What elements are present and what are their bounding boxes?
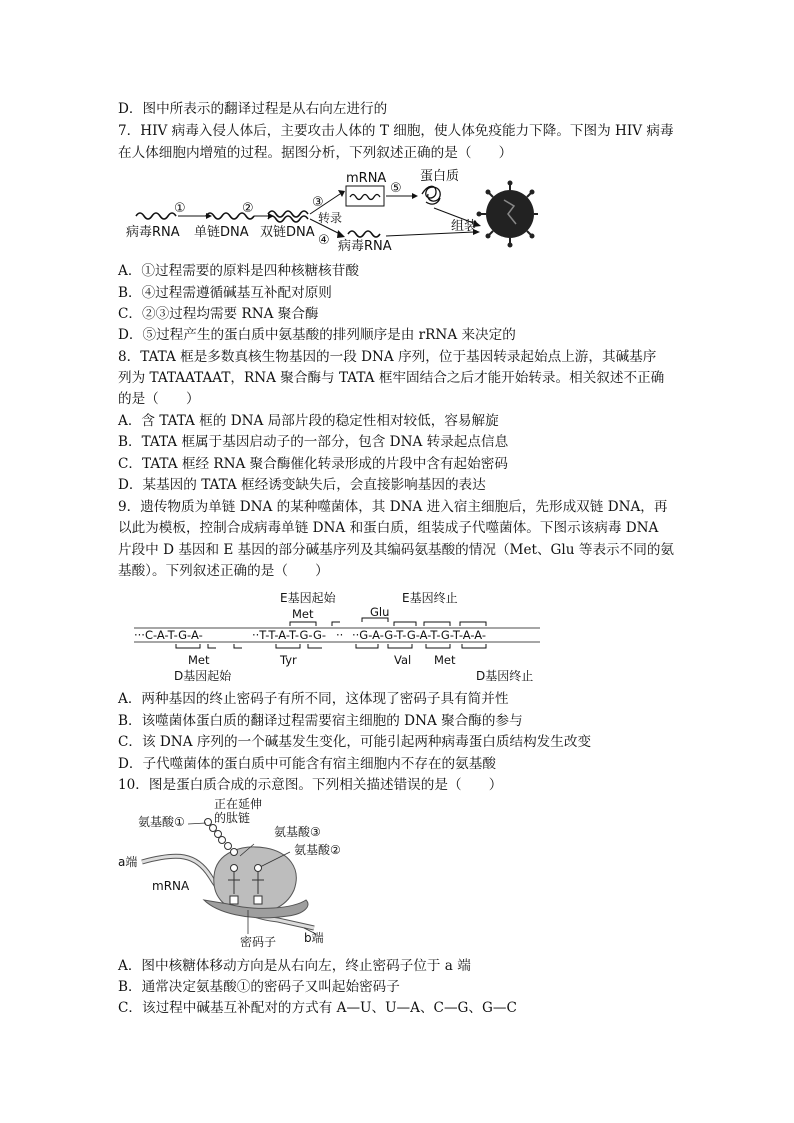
growing-chain-label-2: 的肽链 bbox=[214, 811, 251, 825]
q7-option-b: B．④过程需遵循碱基互补配对原则 bbox=[118, 285, 332, 301]
q8-stem-line2: 列为 TATAATAAT，RNA 聚合酶与 TATA 框牢固结合之后才能开始转录。相关叙述不正确 bbox=[118, 370, 665, 386]
q9-option-b: B．该噬菌体蛋白质的翻译过程需要宿主细胞的 DNA 聚合酶的参与 bbox=[118, 713, 523, 729]
met-bottom-2-label: Met bbox=[434, 653, 456, 667]
met-top-label: Met bbox=[292, 607, 314, 621]
e-gene-end-label: E基因终止 bbox=[402, 591, 458, 605]
protein-icon bbox=[422, 186, 440, 204]
q8-option-c: C．TATA 框经 RNA 聚合酶催化转录形成的片段中含有起始密码 bbox=[118, 456, 508, 472]
d-gene-end-label: D基因终止 bbox=[476, 669, 534, 683]
amino-acid-2-label: 氨基酸② bbox=[294, 843, 341, 857]
q9-stem-line3: 片段中 D 基因和 E 基因的部分碱基序列及其编码氨基酸的情况（Met、Glu 等表示不同的氨 bbox=[118, 542, 675, 558]
amino-acid-1-label: 氨基酸① bbox=[138, 815, 185, 829]
seq-part-2: ··T-T-A-T-G-G- bbox=[252, 628, 327, 642]
step-1-label: ① bbox=[174, 201, 186, 216]
hiv-virus-icon bbox=[477, 181, 539, 248]
mrna-label: mRNA bbox=[152, 879, 190, 893]
seq-part-1: ···C-A-T-G-A- bbox=[134, 628, 203, 642]
q9-option-c: C．该 DNA 序列的一个碱基发生变化，可能引起两种病毒蛋白质结构发生改变 bbox=[118, 734, 592, 750]
q6-option-d: D．图中所表示的翻译过程是从右向左进行的 bbox=[118, 101, 388, 117]
seq-part-3: ··G-A-G-T-G-A-T-G-T-A-A- bbox=[352, 628, 487, 642]
step-2-label: ② bbox=[242, 201, 254, 216]
virus-rna-label: 病毒RNA bbox=[126, 225, 180, 240]
q8-option-b: B．TATA 框属于基因启动子的一部分，包含 DNA 转录起点信息 bbox=[118, 434, 509, 450]
q7-stem-line2: 在人体细胞内增殖的过程。据图分析，下列叙述正确的是（ ） bbox=[118, 145, 513, 161]
q10-stem: 10．图是蛋白质合成的示意图。下列相关描述错误的是（ ） bbox=[118, 777, 503, 793]
growing-chain-label-1: 正在延伸 bbox=[214, 797, 263, 811]
q10-option-b: B．通常决定氨基酸①的密码子又叫起始密码子 bbox=[118, 979, 400, 995]
hiv-replication-figure bbox=[118, 164, 538, 260]
step-3-label: ③ bbox=[312, 195, 324, 210]
a-end-label: a端 bbox=[118, 855, 138, 869]
ds-dna-label: 双链DNA bbox=[260, 225, 315, 240]
q7-option-c: C．②③过程均需要 RNA 聚合酶 bbox=[118, 306, 319, 322]
virus-rna-2-label: 病毒RNA bbox=[338, 239, 392, 254]
q9-stem-line2: 以此为模板，控制合成病毒单链 DNA 和蛋白质，组装成子代噬菌体。下图示该病毒 DNA bbox=[118, 520, 659, 536]
val-label: Val bbox=[394, 653, 412, 667]
dna-sequence-figure bbox=[130, 586, 550, 686]
tyr-label: Tyr bbox=[280, 653, 297, 667]
glu-label: Glu bbox=[370, 605, 390, 619]
q10-option-c: C．该过程中碱基互补配对的方式有 A—U、U—A、C—G、G—C bbox=[118, 1000, 517, 1016]
q9-stem-line4: 基酸）。下列叙述正确的是（ ） bbox=[118, 563, 329, 579]
q8-option-a: A．含 TATA 框的 DNA 局部片段的稳定性相对较低，容易解旋 bbox=[118, 413, 499, 429]
assemble-label: 组装 bbox=[451, 219, 478, 234]
q7-option-a: A．①过程需要的原料是四种核糖核苷酸 bbox=[118, 263, 359, 279]
q8-stem-line3: 的是（ ） bbox=[118, 391, 200, 407]
q7-stem-line1: 7．HIV 病毒入侵人体后，主要攻击人体的 T 细胞，使人体免疫能力下降。下图为 HIV 病毒 bbox=[118, 123, 674, 139]
d-gene-start-label: D基因起始 bbox=[174, 669, 232, 683]
q9-option-d: D．子代噬菌体的蛋白质中可能含有宿主细胞内不存在的氨基酸 bbox=[118, 756, 496, 772]
mrna-label: mRNA bbox=[346, 171, 387, 186]
amino-acid-3-label: 氨基酸③ bbox=[274, 825, 321, 839]
seq-part-4: ·· bbox=[336, 628, 344, 642]
met-bottom-1-label: Met bbox=[188, 653, 210, 667]
protein-synthesis-figure bbox=[118, 796, 358, 948]
b-end-label: b端 bbox=[304, 931, 324, 945]
q8-option-d: D．某基因的 TATA 框经诱变缺失后，会直接影响基因的表达 bbox=[118, 477, 486, 493]
step-4-label: ④ bbox=[318, 233, 330, 248]
step-5-label: ⑤ bbox=[390, 181, 402, 196]
q10-option-a: A．图中核糖体移动方向是从右向左，终止密码子位于 a 端 bbox=[118, 958, 471, 974]
codon-label: 密码子 bbox=[240, 935, 277, 948]
protein-label: 蛋白质 bbox=[420, 169, 460, 184]
ss-dna-label: 单链DNA bbox=[194, 225, 249, 240]
q7-option-d: D．⑤过程产生的蛋白质中氨基酸的排列顺序是由 rRNA 来决定的 bbox=[118, 327, 516, 343]
e-gene-start-label: E基因起始 bbox=[280, 591, 336, 605]
q8-stem-line1: 8．TATA 框是多数真核生物基因的一段 DNA 序列，位于基因转录起始点上游，其碱基序 bbox=[118, 349, 657, 365]
q9-option-a: A．两种基因的终止密码子有所不同，这体现了密码子具有简并性 bbox=[118, 691, 509, 707]
q9-stem-line1: 9．遗传物质为单链 DNA 的某种噬菌体，其 DNA 进入宿主细胞后，先形成双链 DNA，再 bbox=[118, 499, 668, 515]
transcribe-label: 转录 bbox=[318, 211, 343, 225]
